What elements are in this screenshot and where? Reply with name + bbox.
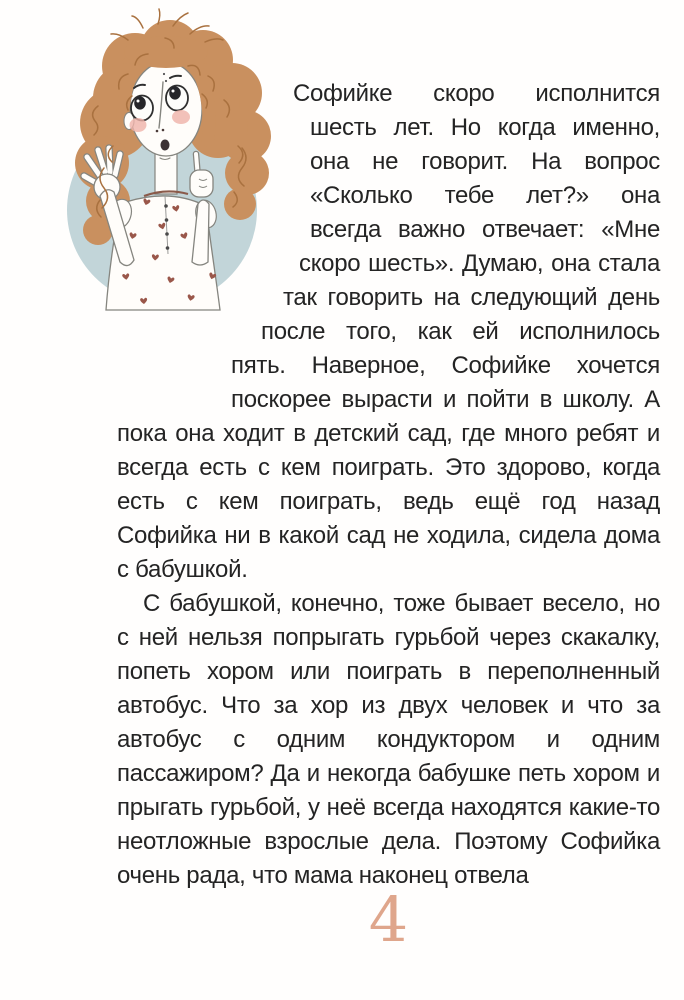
page-number	[117, 884, 660, 956]
page-number-value: 4	[368, 883, 409, 956]
story-paragraph-2: С бабушкой, конечно, тоже бывает весело, но с ней нельзя попрыгать гурьбой через скакалку, попеть хором или поиграть в переполненный автобус. Что за хор из двух человек и что за автобус с одним кондуктором и одним пассажиром? Да и некогда бабушке петь хором и прыгать гурьбой, у неё всегда находятся какие-то неотложные взрослые дела. Поэтому Софийка очень рада, что мама наконец отвела	[117, 590, 660, 889]
story-paragraph-1: Софийке скоро исполнится шесть лет. Но когда именно, она не говорит. На вопрос «Сколько тебе лет?» она всегда важно отвечает: «Мне скоро шесть». Думаю, она стала так говорить на следующий день после того, как ей исполнилось пять. Наверное, Софийке хочется поскорее вырасти и пойти в школу. А пока она ходит в детский сад, где много ребят и всегда есть с кем поиграть. Это здорово, когда есть с кем поиграть, ведь ещё год назад Софийка ни в какой сад не ходила, сидела дома с бабушкой.	[117, 80, 660, 583]
story-text	[117, 77, 660, 893]
girl-bangs	[124, 36, 208, 68]
